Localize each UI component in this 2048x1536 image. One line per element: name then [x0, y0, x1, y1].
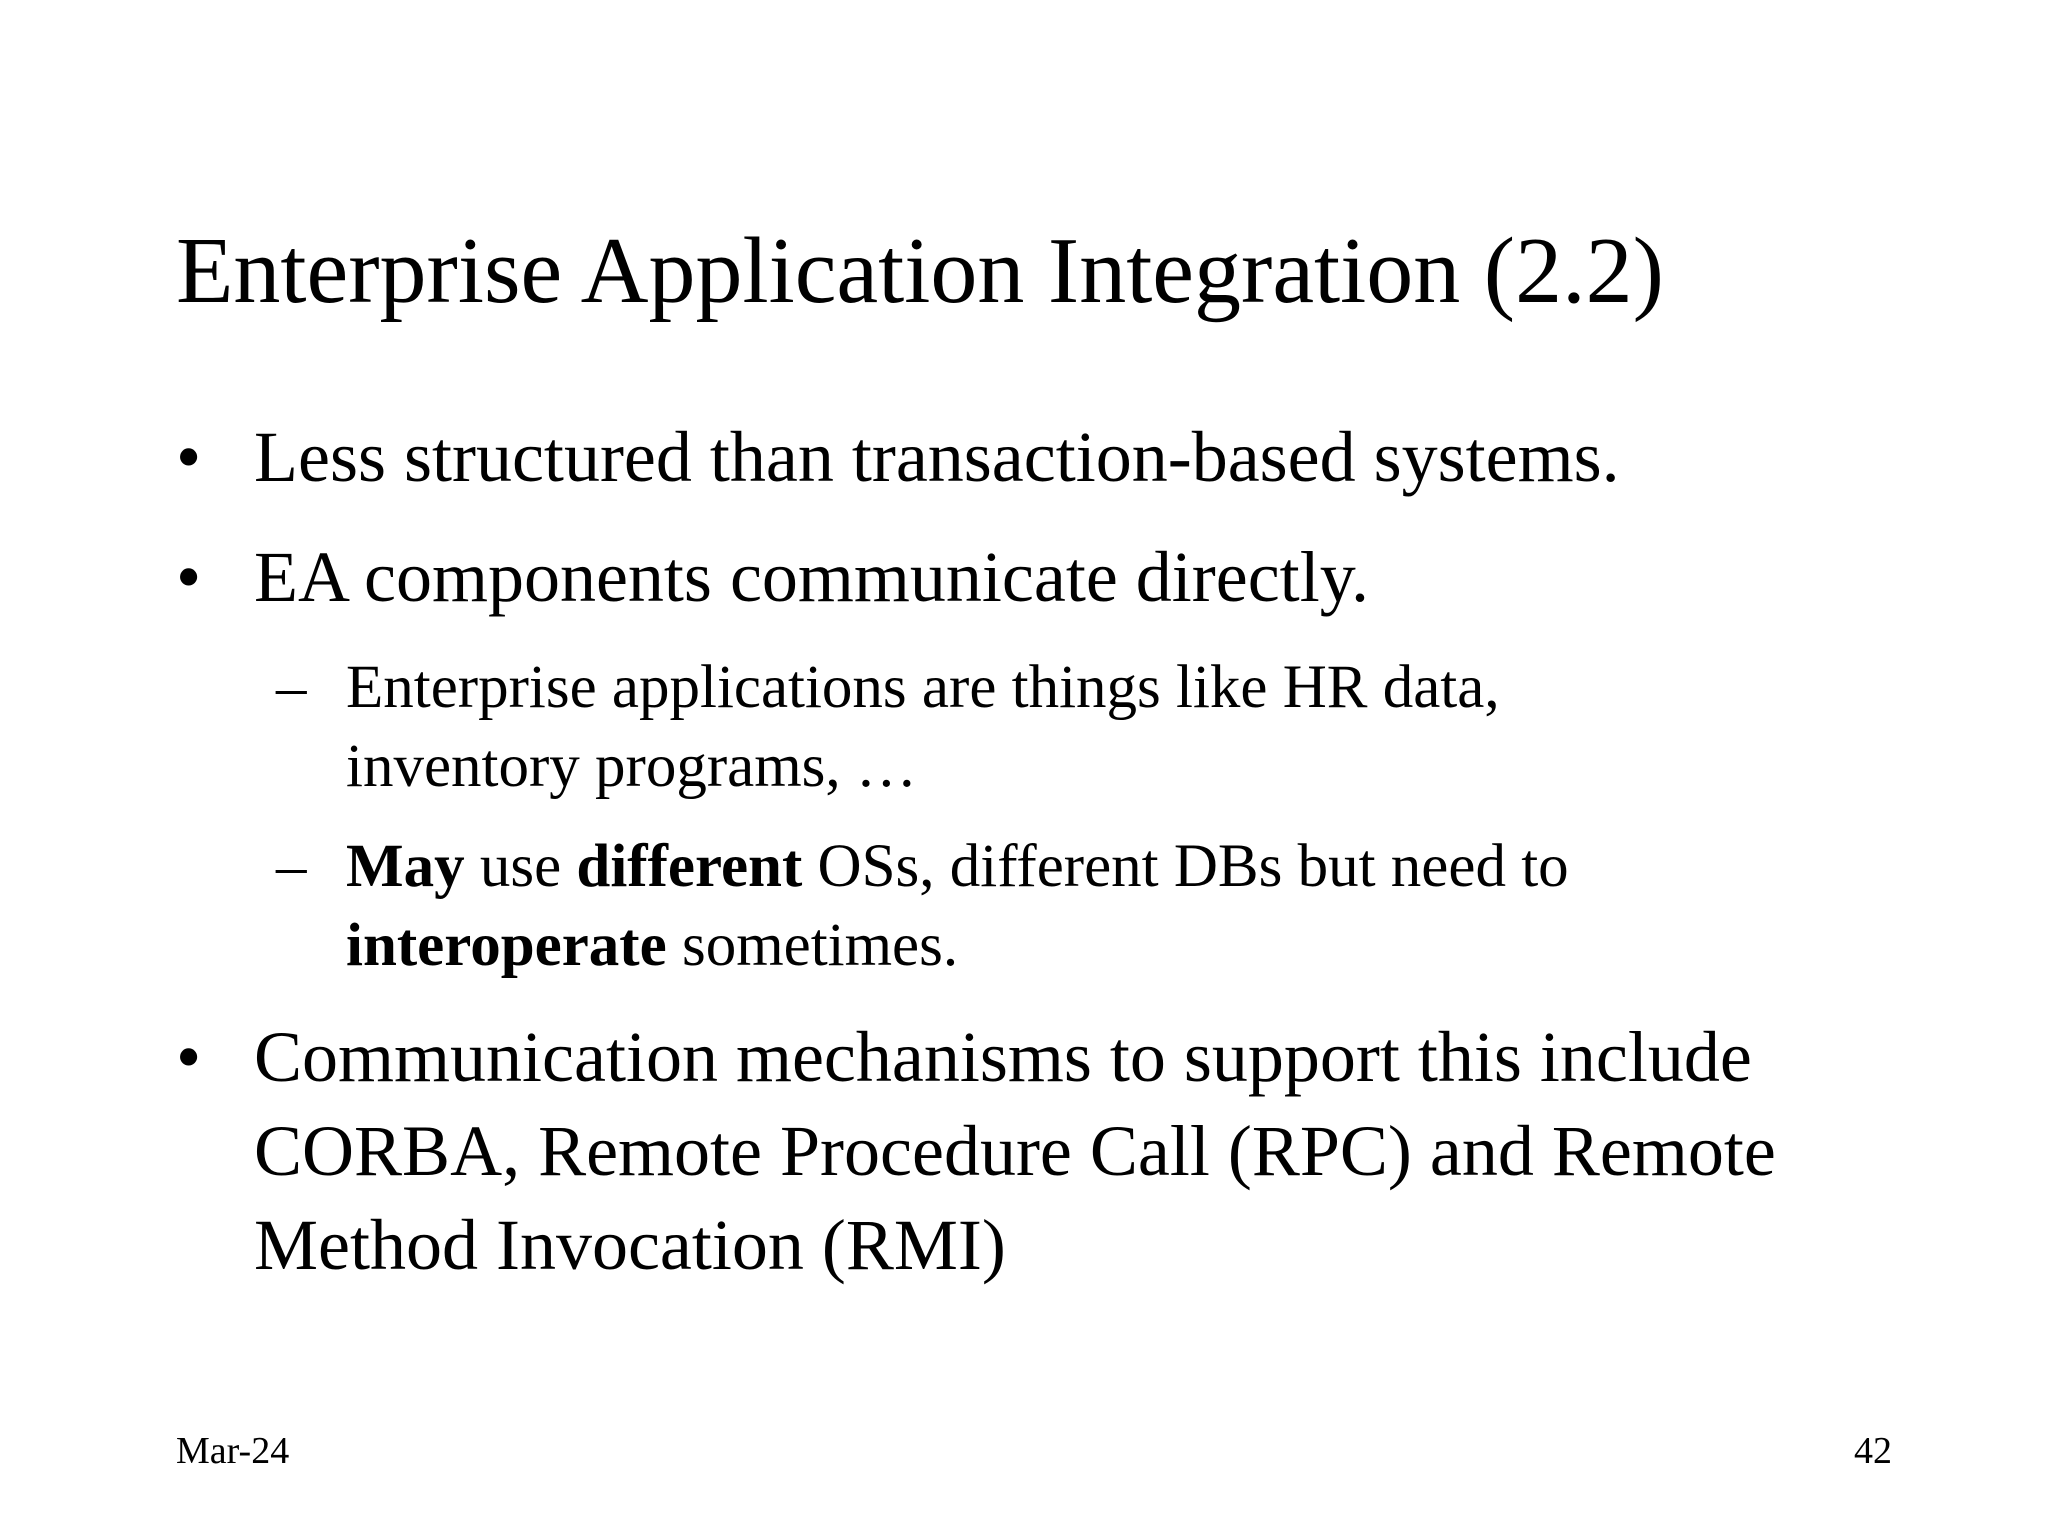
bullet-icon: • — [176, 417, 202, 497]
bullet-icon: • — [176, 1017, 202, 1097]
slide-title: Enterprise Application Integration (2.2) — [176, 219, 1664, 323]
bullet-text: Less structured than transaction-based systems. — [254, 417, 1620, 497]
sub-bullet-text — [346, 648, 1786, 806]
sub-bullet-line: inventory programs, … — [346, 733, 917, 800]
bullet-text: EA components communicate directly. — [254, 537, 1370, 617]
sub-bullet-text — [346, 827, 1786, 985]
dash-icon: – — [276, 833, 307, 900]
slide-number: 42 — [1854, 1430, 1892, 1472]
bold-different: different — [576, 833, 803, 900]
dash-icon: – — [276, 654, 307, 721]
footer-date: Mar-24 — [176, 1430, 290, 1472]
plain-text: sometimes. — [666, 912, 959, 979]
plain-text: use — [464, 833, 577, 900]
plain-text: OSs, different DBs but need to — [802, 833, 1569, 900]
bold-interoperate: interoperate — [346, 912, 667, 979]
bullet-text: Communication mechanisms to support this include CORBA, Remote Procedure Call (RPC) and Remote Method Invocation (RMI) — [254, 1017, 1776, 1285]
bullet-icon: • — [176, 537, 202, 617]
bold-may: May — [346, 833, 465, 900]
sub-bullet-line: Enterprise applications are things like HR data, — [346, 654, 1500, 721]
